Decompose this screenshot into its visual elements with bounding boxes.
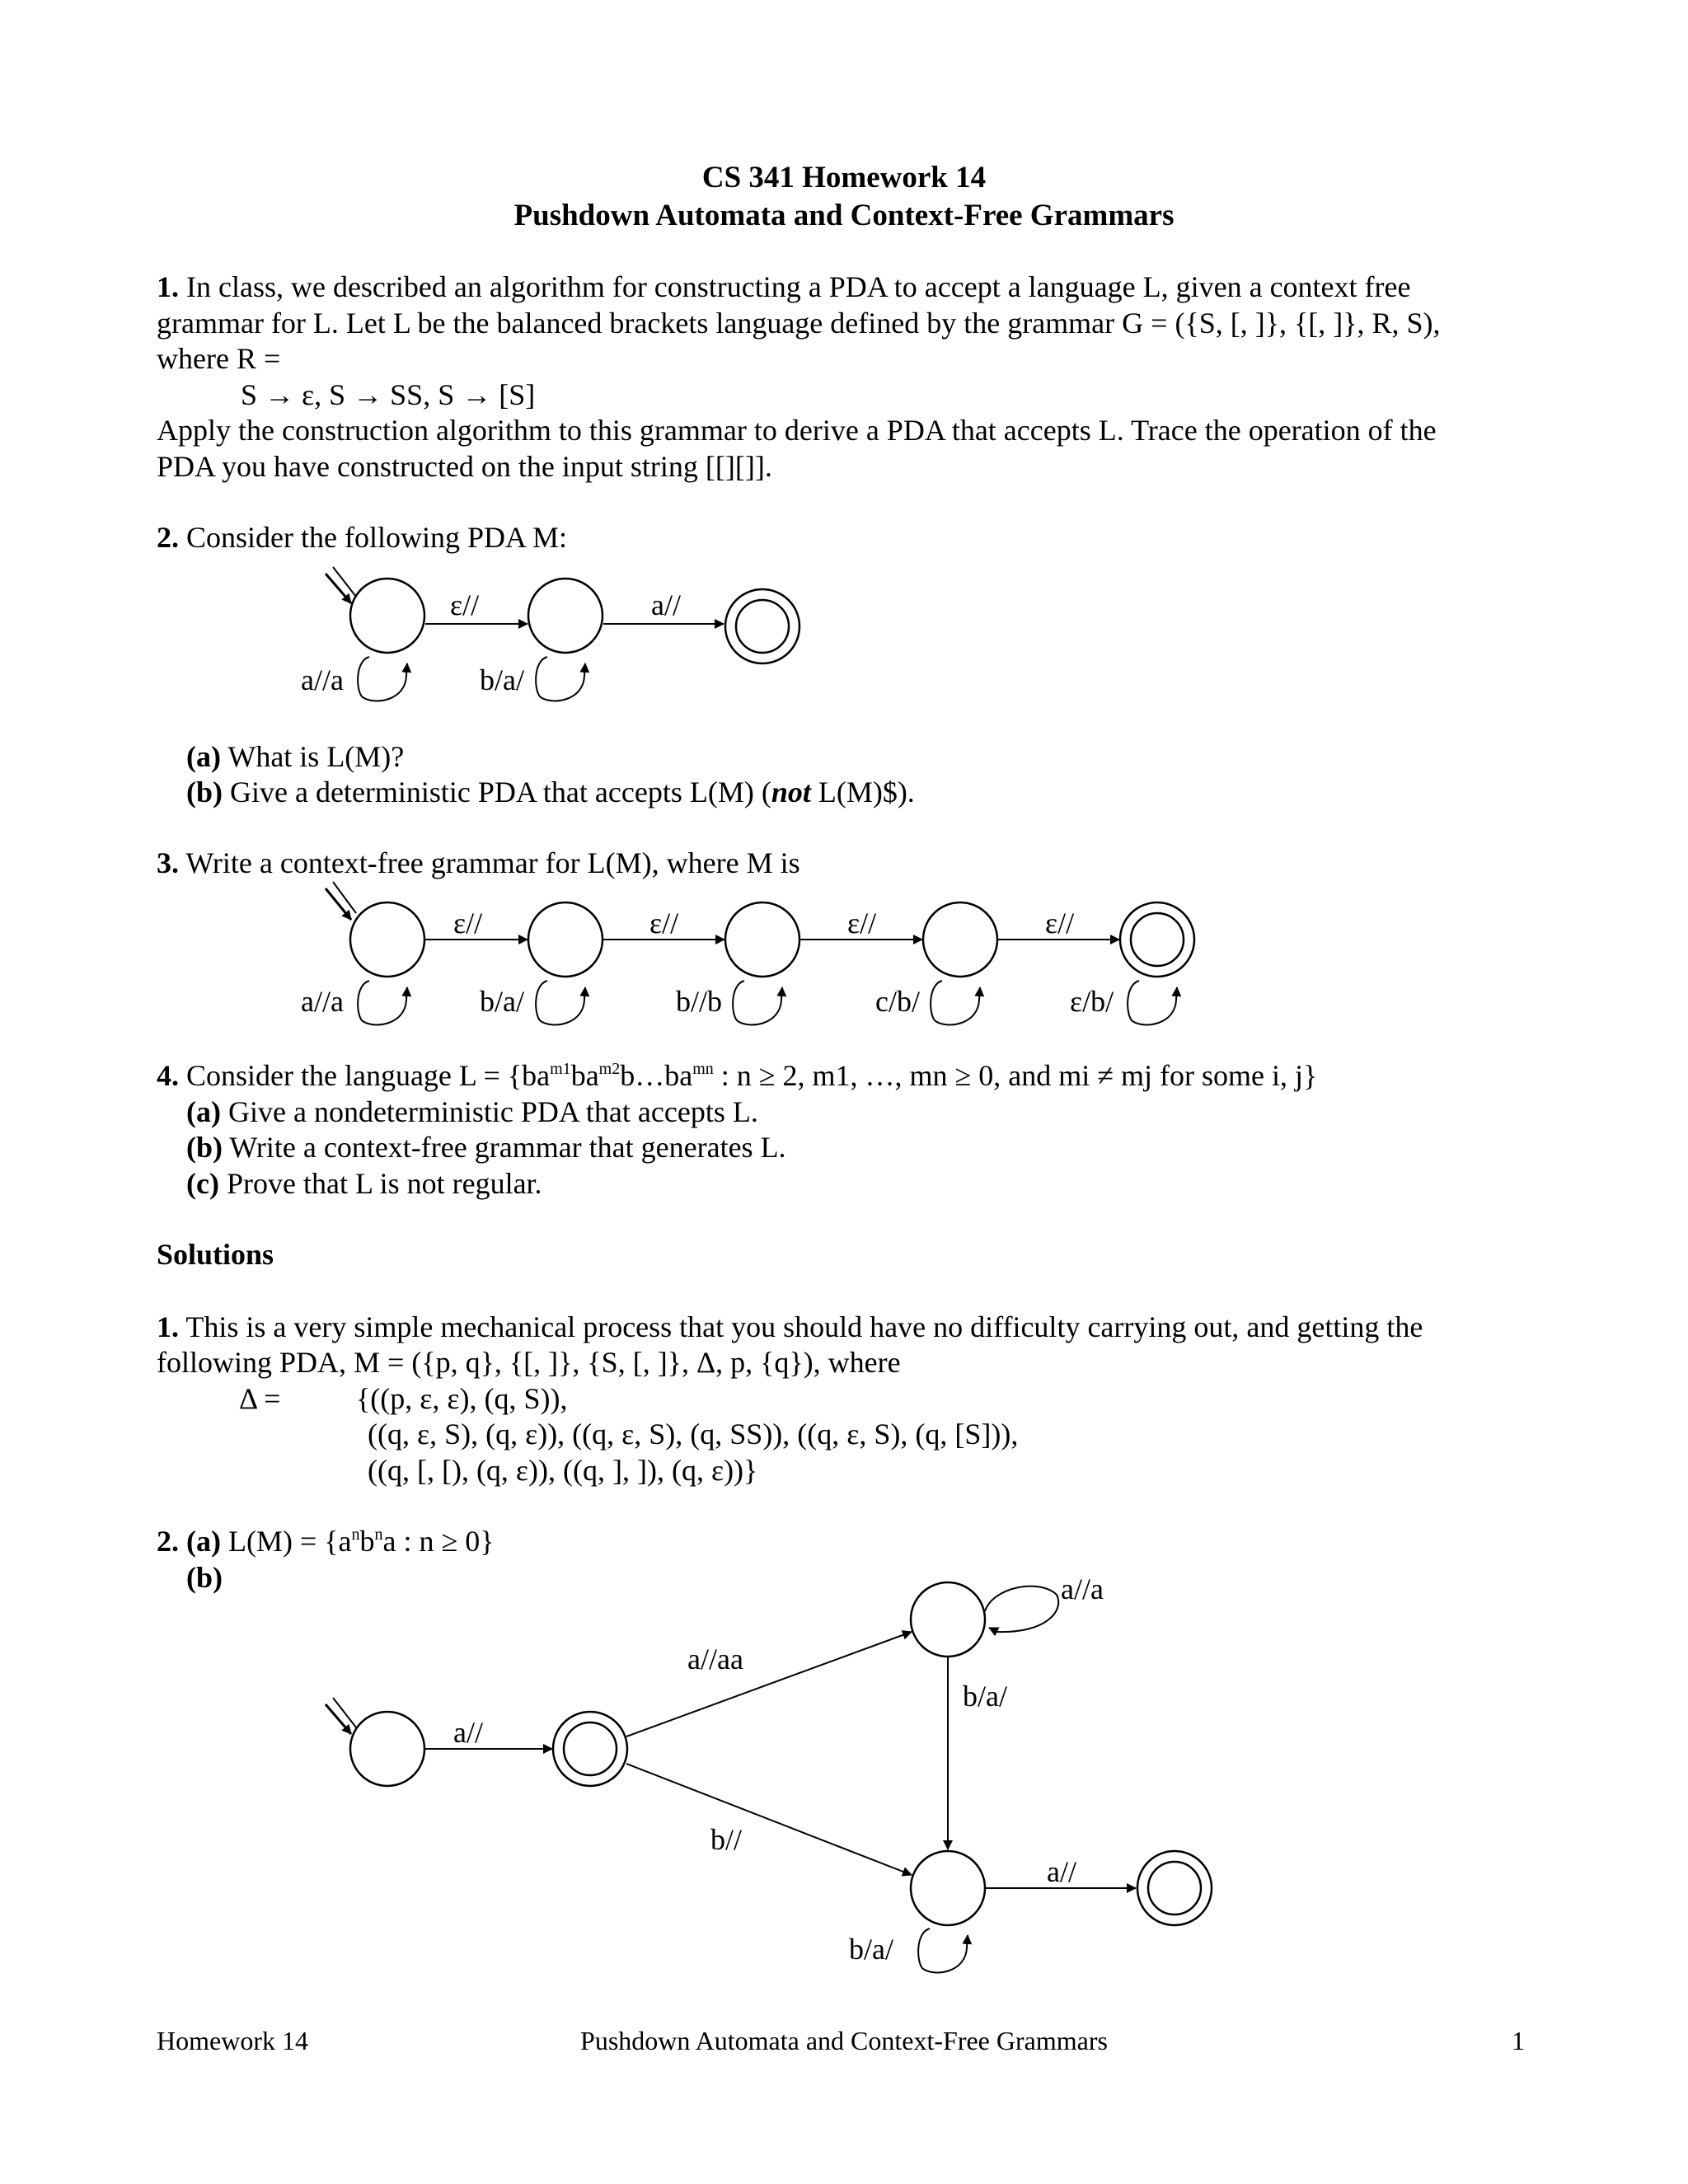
start-arrow [333, 567, 356, 597]
question-1-line-3: where R = [157, 342, 281, 375]
transition-4-label: ε// [1045, 907, 1075, 940]
question-4b: (b) Write a context-free grammar that generates L. [186, 1131, 786, 1164]
start-arrow [326, 888, 351, 920]
transition-b-a-label: b/a/ [963, 1680, 1007, 1713]
transition-a-aa [626, 1632, 912, 1736]
question-2a: (a) What is L(M)? [186, 740, 405, 773]
loop-5-label: ε/b/ [1070, 985, 1114, 1018]
solution-1-line-1: 1. This is a very simple mechanical process that you should have no difficulty carrying out, and getting the [157, 1310, 1423, 1343]
transition-1-label: ε// [450, 588, 480, 621]
state-2 [528, 579, 603, 653]
page-subtitle: Pushdown Automata and Context-Free Grammars [513, 199, 1175, 232]
pda-diagram-q2 [0, 565, 1688, 721]
loop-bottom-label: b/a/ [849, 1933, 893, 1966]
loop-2 [536, 657, 585, 701]
state-1 [350, 902, 424, 977]
accept-state-inner [736, 600, 789, 653]
transition-3-label: ε// [847, 907, 877, 940]
loop-1 [358, 981, 407, 1024]
transition-b [626, 1764, 912, 1875]
solution-2a: 2. (a) $L(M) = \{a^nb^na$ : n ≥ 0} [157, 1525, 495, 1558]
loop-1-label: a//a [301, 985, 344, 1018]
dpda-diagram-solution-2b [0, 1549, 1688, 1966]
loop-bottom [918, 1929, 968, 1972]
loop-1 [358, 657, 407, 701]
question-4a: (a) Give a nondeterministic PDA that accepts L. [186, 1095, 758, 1128]
delta-line-3: ((q, [, [), (q, ε)), ((q, ], ]), (q, ε))} [368, 1454, 758, 1487]
question-1-line-4: Apply the construction algorithm to this grammar to derive a PDA that accepts L. Trace the operation of the [157, 414, 1437, 447]
loop-3 [733, 981, 782, 1024]
question-4c: (c) Prove that L is not regular. [186, 1167, 542, 1200]
top-state [911, 1582, 985, 1657]
delta-label: Δ = [239, 1382, 281, 1415]
start-arrow [333, 882, 356, 913]
state-3 [725, 902, 799, 977]
loop-4 [931, 981, 980, 1024]
start-state [350, 1712, 424, 1786]
transition-a-final-label: a// [1047, 1855, 1076, 1888]
transition-a-label: a// [453, 1716, 483, 1749]
solution-2b-label: (b) [186, 1561, 223, 1594]
footer-left: Homework 14 [157, 2026, 308, 2055]
transition-b-label: b// [710, 1823, 743, 1856]
loop-2 [536, 981, 585, 1024]
delta-line-2: ((q, ε, S), (q, ε)), ((q, ε, S), (q, SS)), ((q, ε, S), (q, [S])), [368, 1418, 1019, 1451]
question-2-text: 2. Consider the following PDA M: [157, 521, 568, 554]
accept-state-middle-inner [564, 1722, 617, 1775]
loop-5 [1128, 981, 1177, 1024]
question-1-line-2: grammar for L. Let L be the balanced brackets language defined by the grammar G = ({S, [, ]}, {[, ]}, R, S), [157, 307, 1441, 340]
question-1-line-1: 1. In class, we described an algorithm for constructing a PDA to accept a language L, given a context free [157, 270, 1411, 303]
state-4 [923, 902, 997, 977]
page-title: CS 341 Homework 14 [701, 161, 987, 194]
grammar-rules: S → ε, S → SS, S → [S] [241, 378, 536, 411]
question-4-text: 4. Consider the language $L = \{ba^{m1}ba^{m2}b\dots ba^{mn}$ : n ≥ 2, m1, …, mn ≥ 0, and mi ≠ mj for some i, j} [157, 1059, 1318, 1092]
accept-state-inner [1131, 913, 1184, 966]
final-accept-state-inner [1148, 1862, 1201, 1915]
transition-1-label: ε// [453, 907, 483, 940]
page-number: 1 [1512, 2026, 1525, 2055]
bottom-state [911, 1851, 985, 1925]
delta-line-1: {((p, ε, ε), (q, S)), [356, 1382, 568, 1415]
solutions-heading: Solutions [157, 1238, 274, 1271]
question-2b: (b) Give a deterministic PDA that accepts L(M) (not L(M)$). [186, 776, 915, 808]
loop-2-label: b/a/ [480, 663, 524, 696]
start-arrow [326, 574, 351, 603]
question-3-text: 3. Write a context-free grammar for L(M), where M is [157, 846, 800, 879]
transition-2-label: ε// [649, 907, 679, 940]
transition-a-aa-label: a//aa [687, 1643, 743, 1675]
question-1-line-5: PDA you have constructed on the input string [[][]]. [157, 450, 772, 483]
loop-top-label: a//a [1061, 1572, 1104, 1605]
loop-4-label: c/b/ [875, 985, 920, 1018]
footer-center: Pushdown Automata and Context-Free Grammars [580, 2026, 1108, 2055]
state-2 [528, 902, 603, 977]
loop-2-label: b/a/ [480, 985, 524, 1018]
transition-2-label: a// [651, 588, 681, 621]
pda-diagram-q3 [0, 886, 1688, 1051]
loop-1-label: a//a [301, 663, 344, 696]
loop-top [985, 1586, 1058, 1633]
start-arrow [333, 1698, 356, 1727]
start-arrow [326, 1704, 351, 1734]
state-1 [350, 579, 424, 653]
loop-3-label: b//b [676, 985, 723, 1018]
solution-1-line-2: following PDA, M = ({p, q}, {[, ]}, {S, [, ]}, Δ, p, {q}), where [157, 1346, 901, 1379]
